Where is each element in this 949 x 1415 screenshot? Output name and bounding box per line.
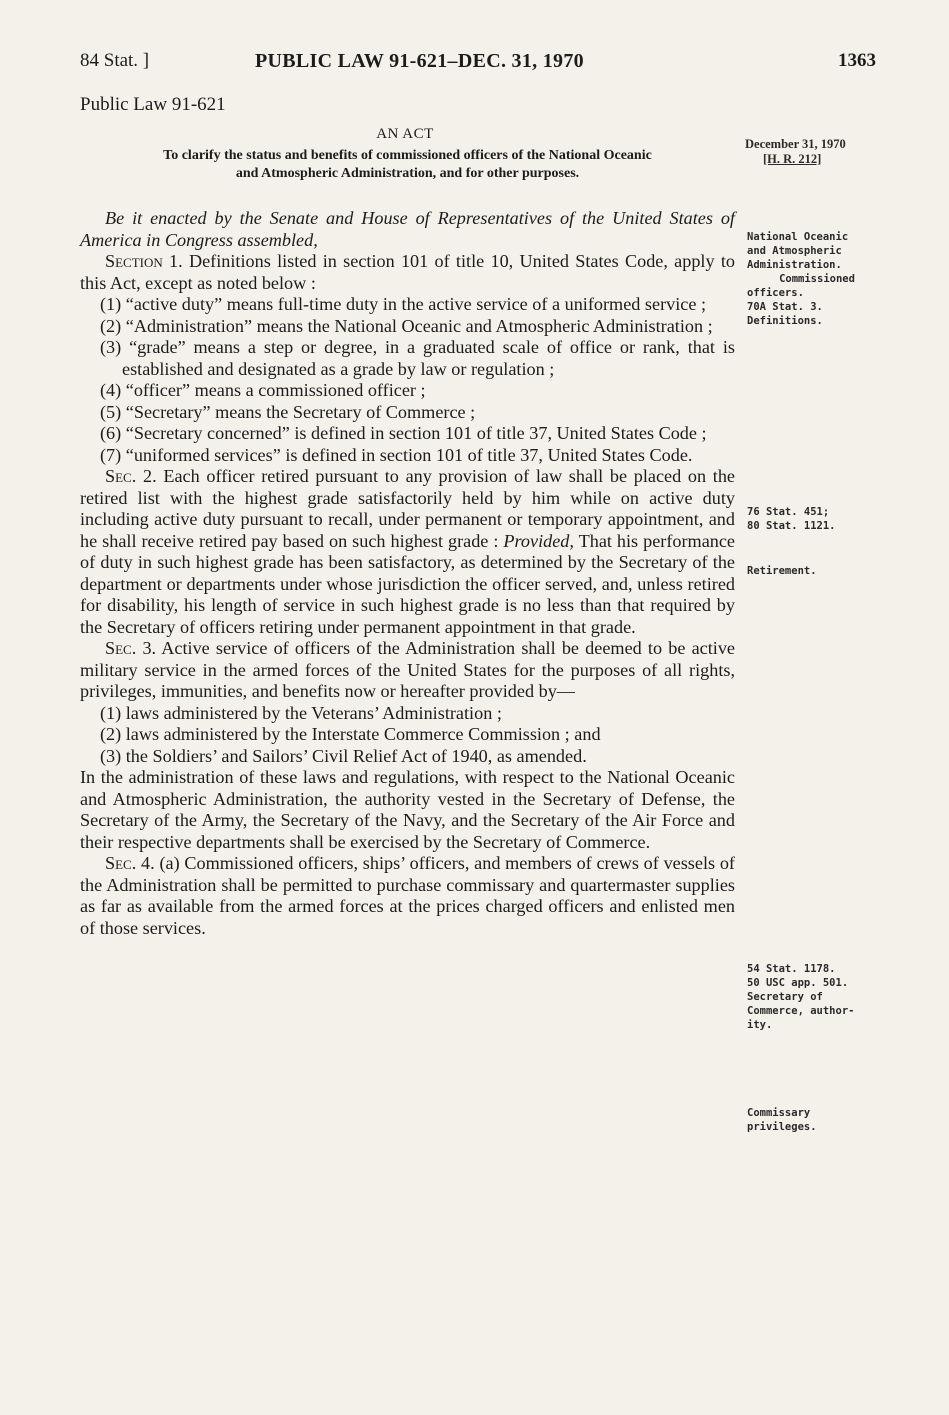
section-text: Definitions listed in section 101 of title 10, United States Code, apply to this Act, except as noted below :	[80, 251, 735, 293]
margin-line: 76 Stat. 451;	[747, 506, 830, 518]
header-volume: 84 Stat. ]	[80, 50, 150, 71]
definition-item: (3) “grade” means a step or degree, in a graduated scale of office or rank, that is established and designated as a grade by law or regulation ;	[100, 337, 735, 379]
header-page-number: 1363	[838, 50, 876, 71]
section-text: (a) Commissioned officers, ships’ officers, and members of crews of vessels of the Administration shall be permitted to purchase commissary and quartermaster supplies as far as available from the armed forces at the prices charged officers and enlisted men of those services.	[80, 853, 735, 938]
definition-item: (2) “Administration” means the National Oceanic and Atmospheric Administration ;	[100, 315, 713, 336]
margin-line: Commissary	[747, 1107, 811, 1119]
margin-note-statutes	[747, 505, 887, 533]
margin-note-secretary-authority	[747, 962, 887, 1032]
enacting-clause: Be it enacted by the Senate and House of Representatives of the United States of America in Congress assembled,	[80, 208, 735, 250]
margin-line: National Oceanic	[747, 231, 849, 243]
law-item: (2) laws administered by the Interstate Commerce Commission ; and	[100, 724, 601, 744]
section-2	[80, 466, 735, 638]
definition-item: (1) “active duty” means full-time duty in the active service of a uniformed service ;	[100, 294, 707, 314]
margin-date	[745, 137, 885, 167]
section-4	[80, 853, 735, 939]
margin-line: and Atmospheric	[747, 245, 842, 257]
section-text: Active service of officers of the Administration shall be deemed to be active military service in the armed forces of the United States for the purposes of all rights, privileges, immunities, and benefits now or hereafter provided by—	[80, 638, 735, 701]
margin-line: Commerce, author-	[747, 1005, 855, 1017]
section-heading: Sec. 4.	[105, 853, 155, 873]
margin-line: Commissioned	[779, 273, 855, 285]
margin-note-noaa	[747, 230, 887, 328]
definition-item: (7) “uniformed services” is defined in section 101 of title 37, United States Code.	[100, 444, 693, 465]
definition-item: (5) “Secretary” means the Secretary of Commerce ;	[100, 401, 476, 422]
act-body	[80, 208, 735, 939]
margin-line: 70A Stat. 3.	[747, 301, 823, 313]
section-heading: Sec. 2.	[105, 466, 157, 486]
margin-line: ity.	[747, 1019, 773, 1031]
law-item: (3) the Soldiers’ and Sailors’ Civil Relief Act of 1940, as amended.	[100, 745, 587, 766]
purpose-line-1: To clarify the status and benefits of commissioned officers of the National Oceanic	[163, 148, 652, 163]
section-3-tail: In the administration of these laws and regulations, with respect to the National Oceanic and Atmospheric Administration, the authority vested in the Secretary of Defense, the Secretary of the Army, the Secretary of the Navy, and the Secretary of the Air Force and their respective departments shall be exercised by the Secretary of Commerce.	[80, 767, 735, 852]
proviso: Provided,	[503, 530, 574, 551]
margin-line: Administration.	[747, 259, 842, 271]
section-text: That his performance of duty in such highest grade has been satisfactory, as determined by the Secretary of the department or departments under whose jurisdiction the officer served, and, unless retired for disability, his length of service in such highest grade is no less than that required by the Secretary of officers retiring under permanent appointment in that grade.	[80, 530, 736, 637]
definition-item: (6) “Secretary concerned” is defined in section 101 of title 37, United States Code ;	[100, 423, 707, 443]
section-heading: Section 1.	[105, 251, 183, 271]
margin-line: Definitions.	[747, 315, 823, 327]
header-title: PUBLIC LAW 91-621–DEC. 31, 1970	[255, 50, 584, 72]
margin-line: 54 Stat. 1178.	[747, 963, 836, 975]
section-1	[80, 251, 735, 294]
purpose-line-2: and Atmospheric Administration, and for other purposes.	[235, 166, 580, 181]
margin-note-commissary	[747, 1106, 887, 1134]
section-text: Each officer retired pursuant to any provision of law shall be placed on the retired list with the highest grade satisfactorily held by him while on active duty including active duty pursuant to recall, under permanent or temporary appointment, and he shall receive retired pay based on such highest grade :	[80, 466, 736, 551]
margin-bill-number: [H. R. 212]	[763, 152, 822, 166]
margin-date-text: December 31, 1970	[745, 137, 846, 151]
margin-note-retirement: Retirement.	[747, 565, 817, 577]
margin-line: 50 USC app. 501.	[747, 977, 849, 989]
margin-line: officers.	[747, 287, 804, 299]
definition-item: (4) “officer” means a commissioned officer ;	[100, 380, 426, 400]
an-act-heading: AN ACT	[376, 126, 434, 142]
public-law-number: Public Law 91-621	[80, 94, 226, 115]
margin-line: 80 Stat. 1121.	[747, 520, 836, 532]
margin-line: Secretary of	[747, 991, 823, 1003]
act-purpose	[80, 147, 735, 183]
section-heading: Sec. 3.	[105, 638, 157, 658]
margin-line: privileges.	[747, 1121, 817, 1133]
law-item: (1) laws administered by the Veterans’ Administration ;	[100, 702, 502, 723]
section-3	[80, 638, 735, 703]
